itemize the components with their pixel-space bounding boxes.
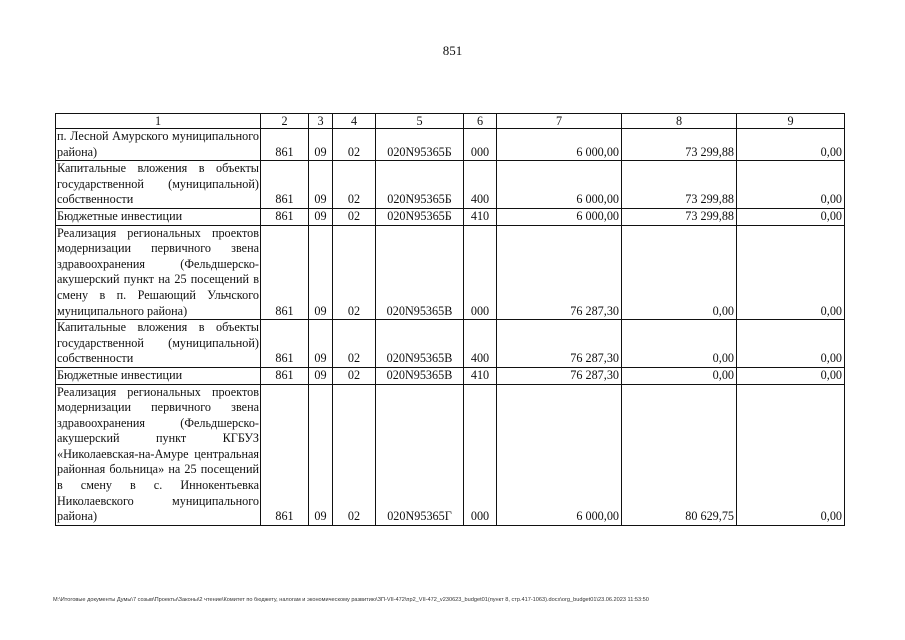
table-row <box>56 320 845 368</box>
cell-section: 09 <box>309 367 333 384</box>
cell-amount-8: 0,00 <box>622 320 737 368</box>
cell-section: 09 <box>309 225 333 320</box>
cell-amount-9: 0,00 <box>737 320 845 368</box>
cell-subsection: 02 <box>333 161 376 209</box>
table-row <box>56 129 845 161</box>
cell-target-article: 020N95365В <box>376 367 464 384</box>
cell-amount-7: 6 000,00 <box>497 208 622 225</box>
cell-target-article: 020N95365Г <box>376 384 464 525</box>
column-header: 2 <box>261 114 309 129</box>
cell-expense-type: 000 <box>464 225 497 320</box>
column-header: 6 <box>464 114 497 129</box>
cell-amount-9: 0,00 <box>737 208 845 225</box>
budget-table <box>55 113 845 526</box>
row-name-cell: Реализация региональных проектов модернизации первичного звена здравоохранения (Фельдшерско-акушерский пункт КГБУЗ «Николаевская-на-Амуре центральная районная больница» на 25 посещений в смену в с. Иннокентьевка Николаевского муниципального района) <box>56 384 261 525</box>
cell-expense-type: 410 <box>464 367 497 384</box>
cell-target-article: 020N95365Б <box>376 208 464 225</box>
cell-section: 09 <box>309 208 333 225</box>
cell-section: 09 <box>309 320 333 368</box>
cell-amount-7: 6 000,00 <box>497 129 622 161</box>
cell-amount-7: 6 000,00 <box>497 161 622 209</box>
cell-ministry: 861 <box>261 129 309 161</box>
cell-amount-9: 0,00 <box>737 367 845 384</box>
table-row <box>56 367 845 384</box>
cell-ministry: 861 <box>261 384 309 525</box>
cell-amount-8: 73 299,88 <box>622 129 737 161</box>
cell-ministry: 861 <box>261 225 309 320</box>
cell-expense-type: 400 <box>464 320 497 368</box>
column-header: 3 <box>309 114 333 129</box>
row-name-cell: Реализация региональных проектов модернизации первичного звена здравоохранения (Фельдшерско-акушерский пункт на 25 посещений в смену в п. Решающий Ульчского муниципального района) <box>56 225 261 320</box>
cell-ministry: 861 <box>261 208 309 225</box>
cell-amount-9: 0,00 <box>737 225 845 320</box>
row-name-cell: Капитальные вложения в объекты государственной (муниципальной) собственности <box>56 161 261 209</box>
cell-amount-8: 73 299,88 <box>622 161 737 209</box>
cell-subsection: 02 <box>333 225 376 320</box>
cell-subsection: 02 <box>333 367 376 384</box>
cell-target-article: 020N95365В <box>376 225 464 320</box>
cell-target-article: 020N95365В <box>376 320 464 368</box>
column-header: 5 <box>376 114 464 129</box>
column-header: 8 <box>622 114 737 129</box>
cell-target-article: 020N95365Б <box>376 161 464 209</box>
row-name-cell: п. Лесной Амурского муниципального района) <box>56 129 261 161</box>
cell-ministry: 861 <box>261 320 309 368</box>
cell-amount-9: 0,00 <box>737 384 845 525</box>
cell-subsection: 02 <box>333 384 376 525</box>
cell-amount-7: 76 287,30 <box>497 367 622 384</box>
column-header: 4 <box>333 114 376 129</box>
cell-ministry: 861 <box>261 367 309 384</box>
cell-section: 09 <box>309 384 333 525</box>
cell-section: 09 <box>309 129 333 161</box>
row-name-cell: Бюджетные инвестиции <box>56 367 261 384</box>
row-name-cell: Бюджетные инвестиции <box>56 208 261 225</box>
cell-amount-8: 80 629,75 <box>622 384 737 525</box>
column-header: 1 <box>56 114 261 129</box>
cell-amount-7: 76 287,30 <box>497 225 622 320</box>
row-name-cell: Капитальные вложения в объекты государственной (муниципальной) собственности <box>56 320 261 368</box>
column-header: 9 <box>737 114 845 129</box>
cell-target-article: 020N95365Б <box>376 129 464 161</box>
cell-expense-type: 400 <box>464 161 497 209</box>
cell-subsection: 02 <box>333 208 376 225</box>
cell-expense-type: 410 <box>464 208 497 225</box>
cell-subsection: 02 <box>333 129 376 161</box>
table-row <box>56 208 845 225</box>
cell-expense-type: 000 <box>464 129 497 161</box>
table-row <box>56 161 845 209</box>
column-header: 7 <box>497 114 622 129</box>
table-header-row <box>56 114 845 129</box>
table-row <box>56 225 845 320</box>
cell-amount-8: 73 299,88 <box>622 208 737 225</box>
cell-section: 09 <box>309 161 333 209</box>
cell-amount-9: 0,00 <box>737 161 845 209</box>
cell-expense-type: 000 <box>464 384 497 525</box>
cell-ministry: 861 <box>261 161 309 209</box>
cell-amount-7: 76 287,30 <box>497 320 622 368</box>
table-row <box>56 384 845 525</box>
cell-subsection: 02 <box>333 320 376 368</box>
document-file-path: M:\Итоговые документы Думы\7 созыв\Проекты\Законы\2 чтение\Комитет по бюджету, налогам и экономическому развитию\ЗП-VII-472\пр2_VII-472_v230623_budget01(пункт 8, стр.417-1063).docx\org_budget01\23.06.2023 11:53:50 <box>53 597 649 603</box>
cell-amount-7: 6 000,00 <box>497 384 622 525</box>
cell-amount-8: 0,00 <box>622 367 737 384</box>
cell-amount-9: 0,00 <box>737 129 845 161</box>
cell-amount-8: 0,00 <box>622 225 737 320</box>
page-number: 851 <box>442 43 463 58</box>
